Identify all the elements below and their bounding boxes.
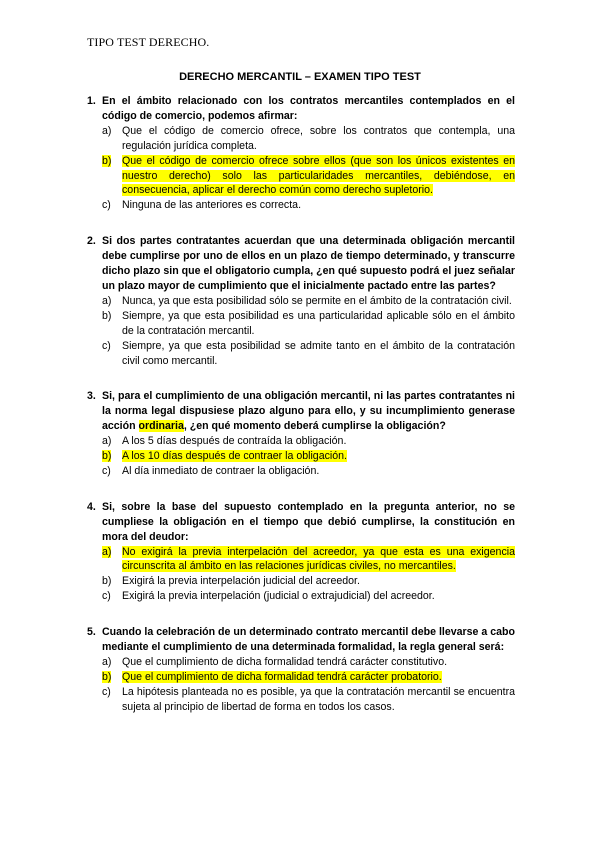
question-number: 2. [87, 235, 96, 248]
document-title: DERECHO MERCANTIL – EXAMEN TIPO TEST [179, 71, 421, 83]
option-letter-highlighted: b) [102, 670, 112, 683]
option-a [102, 124, 515, 154]
question-text: Si dos partes contratantes acuerdan que una determinada obligación mercantil debe cumplirse por uno de ellos en un plazo de tiempo determinado, y transcurre dicho plazo sin que el obligatorio cumpla, ¿en qué supuesto podrá el juez señalar un plazo mayor de cumplimiento que el inicialmente pactado entre las partes? [102, 235, 515, 292]
option-text: Que el código de comercio ofrece, sobre los contratos que contempla, una regulación jurídica completa. [122, 124, 515, 152]
option-letter: c) [102, 339, 111, 352]
option-text: Que el cumplimiento de dicha formalidad tendrá carácter constitutivo. [122, 656, 448, 668]
question-number: 5. [87, 626, 96, 639]
option-b [102, 574, 515, 589]
option-a [102, 294, 515, 309]
highlighted-word: ordinaria [138, 420, 184, 433]
question-4 [87, 500, 515, 604]
option-letter-highlighted: a) [102, 545, 112, 558]
option-text: Siempre, ya que esta posibilidad se admite tanto en el ámbito de la contratación civil como mercantil. [122, 339, 515, 367]
option-text-highlighted: No exigirá la previa interpelación del acreedor, ya que esta es una exigencia circunscrita al ámbito en las relaciones jurídicas civiles, no mercantiles. [122, 545, 515, 573]
question-3 [87, 389, 515, 478]
option-c [102, 685, 515, 715]
option-text: Al día inmediato de contraer la obligación. [122, 464, 320, 477]
question-list [87, 94, 515, 736]
option-b [102, 309, 515, 339]
option-c [102, 589, 515, 604]
question-text: En el ámbito relacionado con los contratos mercantiles contemplados en el código de comercio, podemos afirmar: [102, 95, 515, 122]
option-b-correct [102, 670, 515, 685]
option-c [102, 198, 515, 213]
option-letter: b) [102, 309, 112, 322]
option-letter: c) [102, 590, 111, 603]
question-number: 4. [87, 500, 96, 513]
option-a [102, 655, 515, 670]
option-text-highlighted: Que el código de comercio ofrece sobre ellos (que son los únicos existentes en nuestro derecho) solo las particularidades mercantiles, debiéndose, en consecuencia, aplicar el derecho común como derecho supletorio. [122, 154, 515, 197]
option-text: La hipótesis planteada no es posible, ya que la contratación mercantil se encuentra sujeta al principio de libertad de forma en todos los casos. [122, 685, 515, 713]
option-text-highlighted: A los 10 días después de contraer la obligación. [122, 450, 347, 463]
option-a [102, 434, 515, 449]
question-2 [87, 234, 515, 368]
option-text: Siempre, ya que esta posibilidad es una particularidad aplicable sólo en el ámbito de la contratación mercantil. [122, 309, 515, 337]
question-1 [87, 94, 515, 213]
option-text: Exigirá la previa interpelación judicial del acreedor. [122, 575, 360, 588]
option-letter-highlighted: b) [102, 154, 112, 167]
question-text: Cuando la celebración de un determinado contrato mercantil debe llevarse a cabo mediante el cumplimiento de una determinada formalidad, la regla general será: [102, 626, 515, 654]
option-letter-highlighted: b) [102, 450, 112, 463]
option-text: Exigirá la previa interpelación (judicial o extrajudicial) del acreedor. [122, 590, 435, 603]
option-letter: a) [102, 435, 112, 448]
option-a-correct [102, 545, 515, 575]
question-text: Si, para el cumplimiento de una obligación mercantil, ni las partes contratantes ni la norma legal dispusiese plazo alguno para ello, y su incumplimiento generase acción ordinaria, ¿en qué momento deberá cumplirse la obligación? [102, 390, 515, 433]
option-b-correct [102, 154, 515, 199]
option-text: Ninguna de las anteriores es correcta. [122, 199, 302, 212]
option-letter: b) [102, 575, 112, 588]
option-letter: c) [102, 685, 111, 698]
option-letter: c) [102, 464, 111, 477]
option-b-correct [102, 449, 515, 464]
option-letter: c) [102, 199, 111, 212]
option-c [102, 464, 515, 479]
option-text-highlighted: Que el cumplimiento de dicha formalidad tendrá carácter probatorio. [122, 670, 442, 683]
question-text: Si, sobre la base del supuesto contemplado en la pregunta anterior, no se cumpliese la obligación en el tiempo que debió cumplirse, la constitución en mora del deudor: [102, 500, 515, 543]
question-number: 1. [87, 95, 96, 107]
option-text: A los 5 días después de contraída la obligación. [122, 435, 347, 448]
question-number: 3. [87, 390, 96, 403]
option-letter: a) [102, 294, 112, 307]
option-text: Nunca, ya que esta posibilidad sólo se permite en el ámbito de la contratación civil. [122, 294, 512, 307]
option-letter: a) [102, 124, 112, 137]
page-header: TIPO TEST DERECHO. [87, 35, 210, 49]
option-letter: a) [102, 656, 112, 668]
option-c [102, 339, 515, 369]
question-5 [87, 625, 515, 714]
